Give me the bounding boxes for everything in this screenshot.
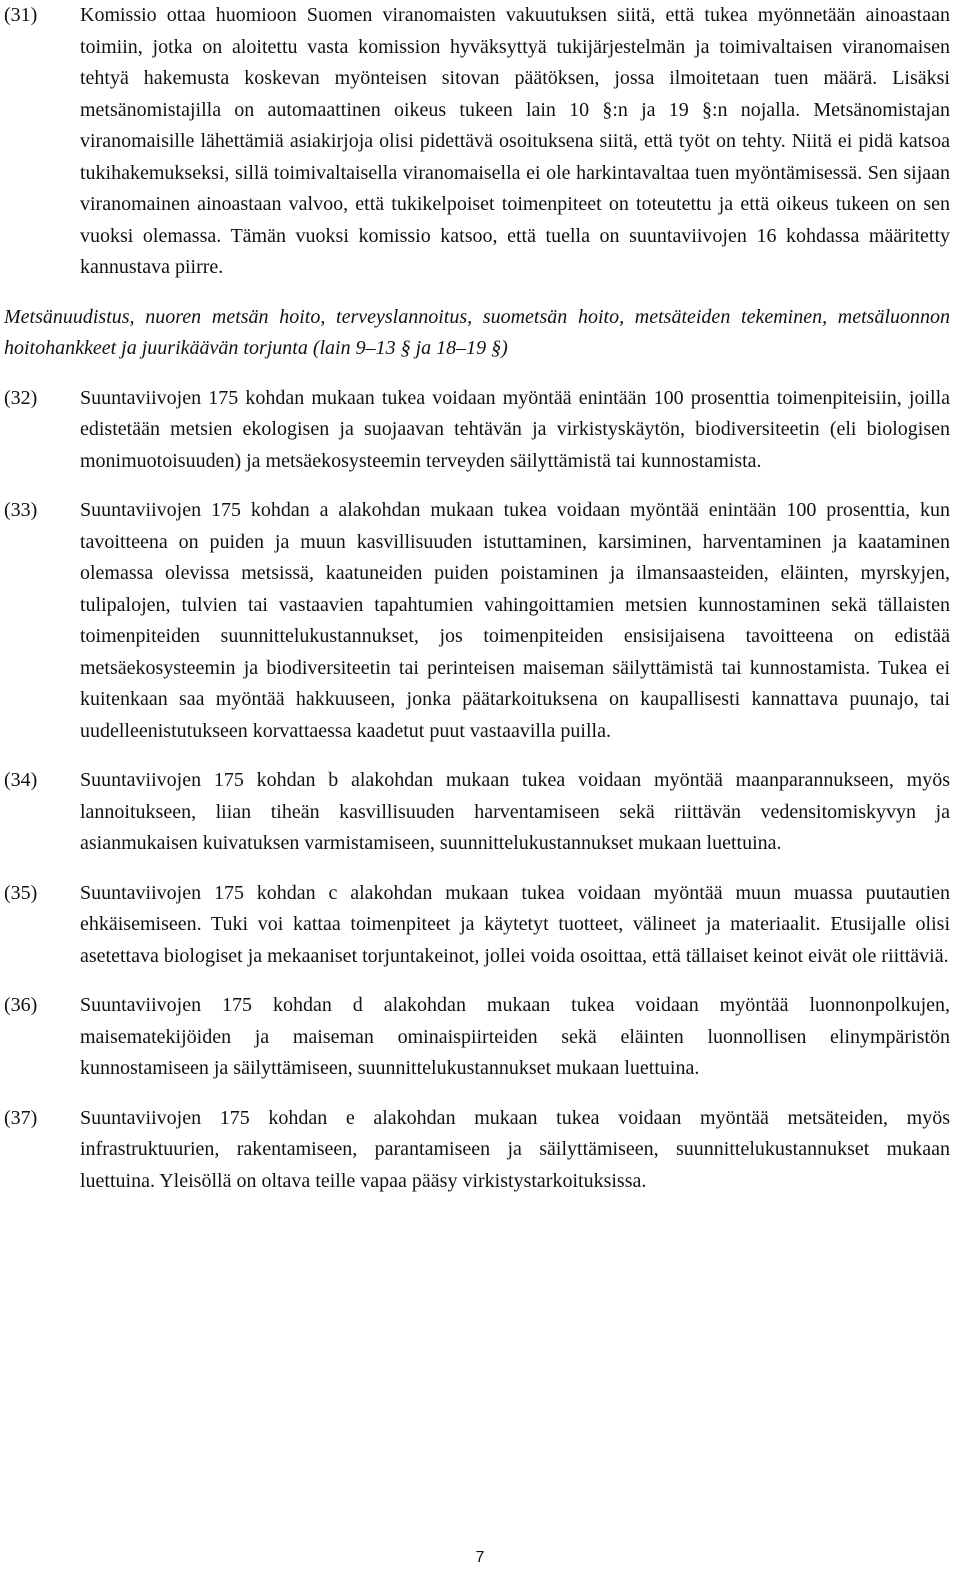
paragraph-number: (34) xyxy=(4,769,38,791)
document-page xyxy=(4,0,950,1197)
paragraph-35 xyxy=(4,878,950,973)
paragraph-text: Suuntaviivojen 175 kohdan c alakohdan mukaan tukea voidaan myöntää muun muassa puutautien ehkäisemiseen. Tuki voi kattaa toimenpiteet ja käytetyt tuotteet, välineet ja materiaalit. Etusijalle olisi asetettava biologiset ja mekaaniset torjuntakeinot, jollei voida osoittaa, että tällaiset keinot eivät ole riittäviä. xyxy=(80,881,950,967)
paragraph-number: (35) xyxy=(4,881,38,904)
paragraph-text: Suuntaviivojen 175 kohdan a alakohdan mukaan tukea voidaan myöntää enintään 100 prosenttia, kun tavoitteena on puiden ja muun kasvillisuuden istuttaminen, karsiminen, harventaminen ja kaataminen olemassa olevissa metsissä, kaatuneiden puiden poistaminen ja ilmansaasteiden, eläinten, myrskyjen, tulipalojen, tulvien tai vastaavien tapahtumien vahingoittamien metsien kunnostaminen sekä tällaisten toimenpiteiden suunnittelukustannukset, jos toimenpiteiden ensisijaisena tavoitteena on edistää metsäekosysteemin ja biodiversiteetin tai perinteisen maiseman säilyttämistä tai kunnostamista. Tukea ei kuitenkaan saa myöntää hakkuuseen, jonka päätarkoituksena on kaupallisesti kannattava puunajo, tai uudelleenistutukseen korvattaessa kaadetut puut vastaavilla puilla. xyxy=(80,499,950,742)
paragraph-text: Suuntaviivojen 175 kohdan b alakohdan mukaan tukea voidaan myöntää maanparannukseen, myös lannoitukseen, liian tiheän kasvillisuuden harventamiseen sekä riittävän vedensitomiskyvyn ja asianmukaisen kuivatuksen varmistamiseen, suunnittelukustannukset mukaan luettuina. xyxy=(80,769,950,854)
paragraph-36 xyxy=(4,990,950,1085)
paragraph-text: Suuntaviivojen 175 kohdan d alakohdan mukaan tukea voidaan myöntää luonnonpolkujen, maisematekijöiden ja maiseman ominaispiirteiden sekä eläinten luonnollisen elinympäristön kunnostamiseen ja säilyttämiseen, suunnittelukustannukset mukaan luettuina. xyxy=(80,994,950,1079)
paragraph-33 xyxy=(4,495,950,747)
paragraph-34 xyxy=(4,765,950,860)
section-heading: Metsänuudistus, nuoren metsän hoito, terveyslannoitus, suometsän hoito, metsäteiden tekeminen, metsäluonnon hoitohankkeet ja juurikäävän torjunta (lain 9–13 § ja 18–19 §) xyxy=(4,305,950,359)
paragraph-number: (37) xyxy=(4,1106,38,1129)
paragraph-37 xyxy=(4,1103,950,1198)
paragraph-text: Suuntaviivojen 175 kohdan e alakohdan mukaan tukea voidaan myöntää metsäteiden, myös infrastruktuurien, rakentamiseen, parantamiseen ja säilyttämiseen, suunnittelukustannukset mukaan luettuina. Yleisöllä on oltava teille vapaa pääsy virkistystarkoituksissa. xyxy=(80,1106,950,1192)
page-number: 7 xyxy=(475,1549,485,1566)
paragraph-number: (32) xyxy=(4,386,38,409)
paragraph-32 xyxy=(4,383,950,478)
paragraph-31 xyxy=(4,0,950,284)
paragraph-number: (33) xyxy=(4,499,38,521)
paragraph-text: Suuntaviivojen 175 kohdan mukaan tukea voidaan myöntää enintään 100 prosenttia toimenpiteisiin, joilla edistetään metsien ekologisen ja suojaavan tehtävän ja virkistyskäytön, biodiversiteetin (eli biologisen monimuotoisuuden) ja metsäekosysteemin terveyden säilyttämistä tai kunnostamista. xyxy=(80,386,950,472)
paragraph-number: (36) xyxy=(4,994,38,1016)
paragraph-number: (31) xyxy=(4,4,38,26)
paragraph-text: Komissio ottaa huomioon Suomen viranomaisten vakuutuksen siitä, että tukea myönnetään ainoastaan toimiin, jotka on aloitettu vasta komission hyväksyttyä tukijärjestelmän ja toimivaltaisen viranomaisen tehtyä hakemusta koskevan myönteisen sitovan päätöksen, jossa ilmoitetaan tuen määrä. Lisäksi metsänomistajilla on automaattinen oikeus tukeen lain 10 §:n ja 19 §:n nojalla. Metsänomistajan viranomaisille lähettämiä asiakirjoja olisi pidettävä osoituksena siitä, että työt on tehty. Niitä ei pidä katsoa tukihakemukseksi, sillä toimivaltaisella viranomaisella ei ole harkintavaltaa tuen myöntämisessä. Sen sijaan viranomainen ainoastaan valvoo, että tukikelpoiset toimenpiteet on toteutettu ja että oikeus tukeen on sen vuoksi olemassa. Tämän vuoksi komissio katsoo, että tuella on suuntaviivojen 16 kohdassa määritetty kannustava piirre. xyxy=(80,4,950,278)
